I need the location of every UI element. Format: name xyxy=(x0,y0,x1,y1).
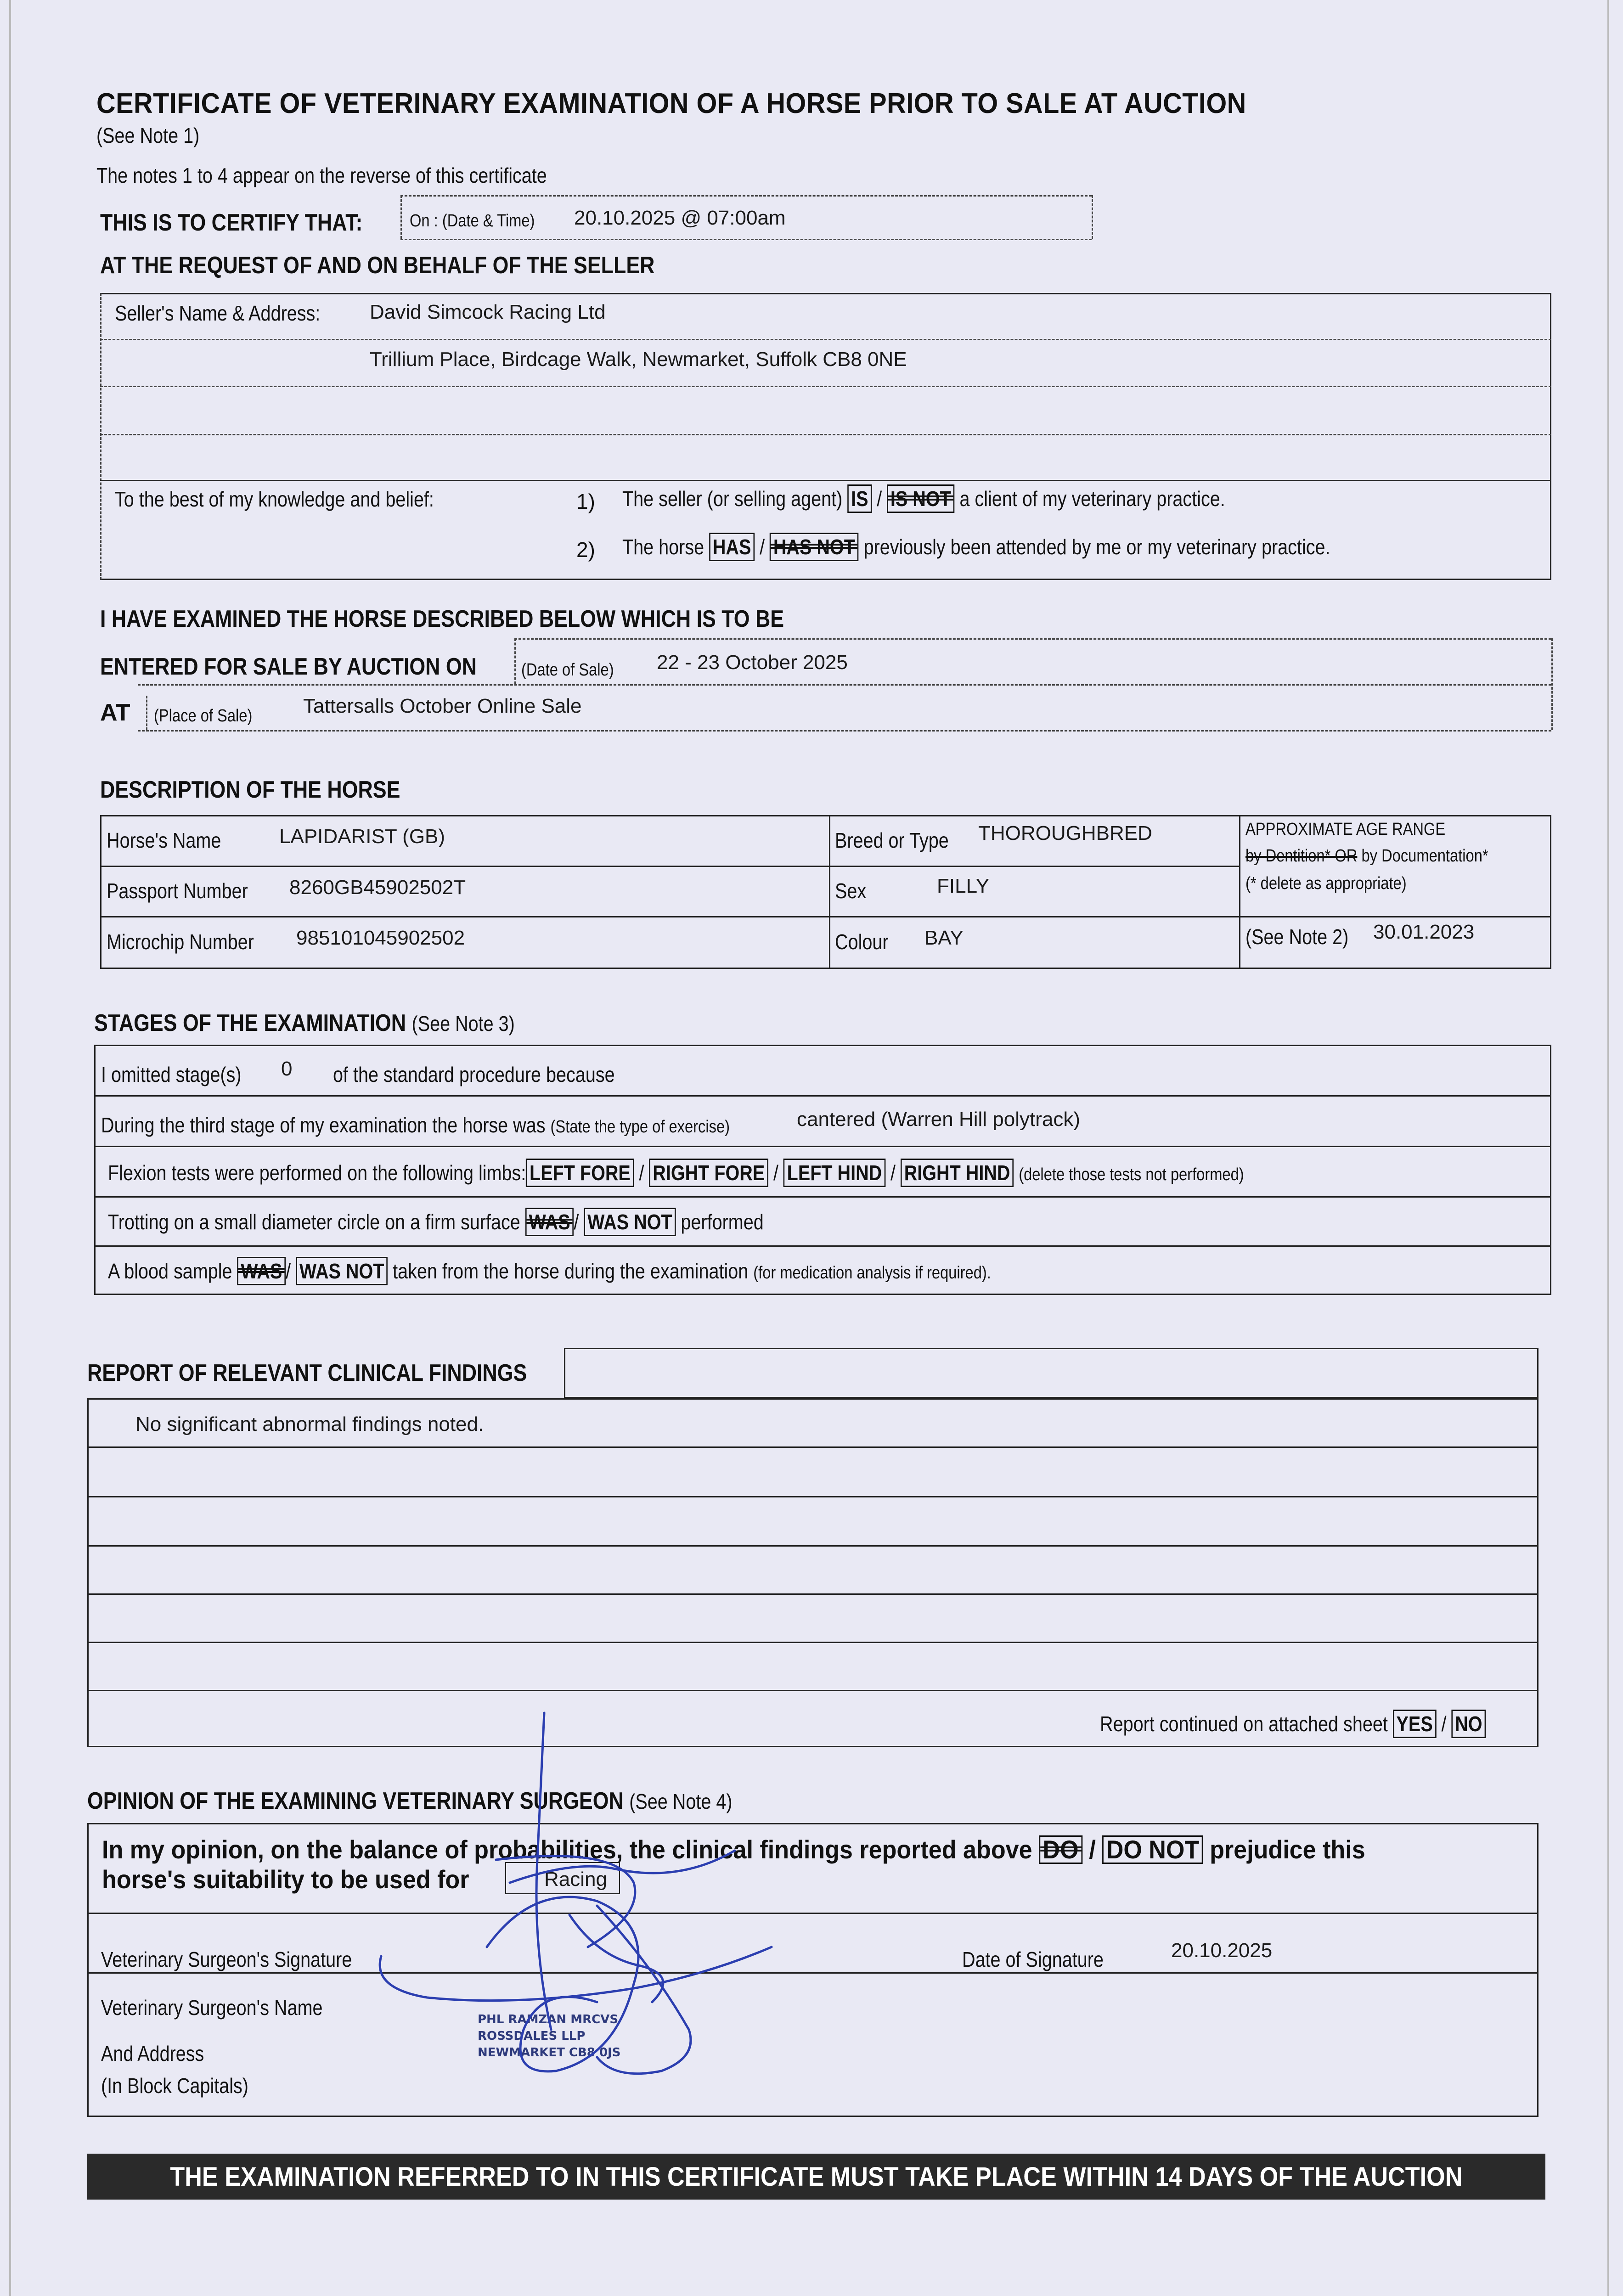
colour-value: BAY xyxy=(924,927,964,949)
notes-line: The notes 1 to 4 appear on the reverse of this certificate xyxy=(96,163,547,187)
age-label: APPROXIMATE AGE RANGE xyxy=(1245,820,1446,839)
third-stage-value: cantered (Warren Hill polytrack) xyxy=(797,1108,1080,1131)
entered-label: ENTERED FOR SALE BY AUCTION ON xyxy=(100,653,477,680)
vet-address-label: And Address xyxy=(101,2042,204,2065)
passport-label: Passport Number xyxy=(107,879,248,903)
on-box-bottom xyxy=(400,239,1092,240)
horse-name-label: Horse's Name xyxy=(107,828,221,852)
opinion-do-not[interactable]: DO NOT xyxy=(1102,1835,1203,1864)
sale-date-value: 22 - 23 October 2025 xyxy=(657,651,848,674)
item1-num: 1) xyxy=(576,490,595,513)
continued-no[interactable]: NO xyxy=(1451,1710,1486,1738)
omitted-line: I omitted stage(s) xyxy=(101,1063,242,1086)
sale-date-bottom xyxy=(138,684,1551,686)
sig-label: Veterinary Surgeon's Signature xyxy=(101,1947,352,1971)
breed-value: THOROUGHBRED xyxy=(978,822,1152,844)
colour-label: Colour xyxy=(835,930,889,954)
horse-name-value: LAPIDARIST (GB) xyxy=(279,825,445,848)
date-sig-value: 20.10.2025 xyxy=(1171,1939,1273,1962)
vet-stamp: PHL RAMZAN MRCVS ROSSDALES LLP NEWMARKET CB8 0JS xyxy=(478,2013,621,2060)
seller-box-left xyxy=(100,293,101,580)
on-box-left xyxy=(400,195,402,239)
stages-heading: STAGES OF THE EXAMINATION (See Note 3) xyxy=(94,1010,515,1036)
sale-place-label: (Place of Sale) xyxy=(154,706,253,726)
option-is-not[interactable]: IS NOT xyxy=(887,484,954,513)
sale-place-value: Tattersalls October Online Sale xyxy=(303,695,582,717)
on-label: On : (Date & Time) xyxy=(410,211,535,231)
page-left-edge xyxy=(9,0,11,2296)
limb-left-hind[interactable]: LEFT HIND xyxy=(783,1159,885,1187)
seller-row-line-3 xyxy=(100,434,1551,435)
report-continued: Report continued on attached sheet YES / NO xyxy=(1100,1710,1549,1738)
age-value: 30.01.2023 xyxy=(1373,921,1475,943)
date-sig-label: Date of Signature xyxy=(962,1947,1104,1971)
blood-was-not[interactable]: WAS NOT xyxy=(296,1257,388,1285)
age-delete-note: (* delete as appropriate) xyxy=(1245,874,1407,893)
stage-row-1 xyxy=(94,1095,1551,1097)
description-heading: DESCRIPTION OF THE HORSE xyxy=(100,777,400,803)
report-finding: No significant abnormal findings noted. xyxy=(135,1413,484,1435)
request-label: AT THE REQUEST OF AND ON BEHALF OF THE SELLER xyxy=(100,252,655,279)
stage-row-4 xyxy=(94,1245,1551,1247)
third-stage-line: During the third stage of my examination the horse was (State the type of exercise) xyxy=(101,1113,730,1137)
sale-right xyxy=(1551,638,1553,730)
sale-date-top xyxy=(514,638,1551,640)
age-dentition-struck[interactable]: by Dentition* OR xyxy=(1245,846,1358,866)
sale-date-label: (Date of Sale) xyxy=(521,660,614,680)
opinion-do[interactable]: DO xyxy=(1039,1835,1082,1864)
vet-name-label: Veterinary Surgeon's Name xyxy=(101,1996,323,2020)
trot-line: Trotting on a small diameter circle on a firm surface WAS / WAS NOT performed xyxy=(108,1208,870,1236)
microchip-label: Microchip Number xyxy=(107,930,254,954)
purpose-value: Racing xyxy=(544,1868,607,1891)
certificate-title: CERTIFICATE OF VETERINARY EXAMINATION OF A HORSE PRIOR TO SALE AT AUCTION xyxy=(96,88,1246,119)
option-has[interactable]: HAS xyxy=(709,533,755,561)
trot-was[interactable]: WAS xyxy=(525,1208,574,1236)
on-box-right xyxy=(1092,195,1093,239)
item1-line: The seller (or selling agent) IS / IS NOT a client of my veterinary practice. xyxy=(622,484,1323,513)
blood-was[interactable]: WAS xyxy=(237,1257,286,1285)
footer-banner: THE EXAMINATION REFERRED TO IN THIS CERTIFICATE MUST TAKE PLACE WITHIN 14 DAYS OF THE AUCTION xyxy=(87,2154,1545,2200)
blood-line: A blood sample WAS / WAS NOT taken from the horse during the examination (for medication analysis if required). xyxy=(108,1257,1135,1285)
stage-row-2 xyxy=(94,1146,1551,1147)
stage-row-3 xyxy=(94,1196,1551,1198)
opinion-text-2: horse's suitability to be used for xyxy=(102,1865,469,1894)
sale-date-left xyxy=(514,638,516,684)
trot-was-not[interactable]: WAS NOT xyxy=(584,1208,676,1236)
breed-label: Breed or Type xyxy=(835,828,949,852)
sale-place-bottom xyxy=(138,730,1551,732)
opinion-heading: OPINION OF THE EXAMINING VETERINARY SURGEON (See Note 4) xyxy=(87,1788,733,1814)
limb-left-fore[interactable]: LEFT FORE xyxy=(526,1159,634,1187)
vet-caps-label: (In Block Capitals) xyxy=(101,2074,248,2098)
seller-row-line-1 xyxy=(100,339,1551,340)
on-box-top xyxy=(400,195,1092,197)
knowledge-label: To the best of my knowledge and belief: xyxy=(115,487,434,511)
seller-name-value: David Simcock Racing Ltd xyxy=(370,301,606,323)
desc-col-1 xyxy=(829,815,830,969)
desc-col-2 xyxy=(1239,815,1240,969)
report-line-6 xyxy=(87,1690,1538,1691)
examined-label: I HAVE EXAMINED THE HORSE DESCRIBED BELOW WHICH IS TO BE xyxy=(100,606,784,632)
signature-scribble xyxy=(358,1708,817,2122)
report-heading: REPORT OF RELEVANT CLINICAL FINDINGS xyxy=(87,1360,527,1386)
seller-name-label: Seller's Name & Address: xyxy=(115,301,321,325)
desc-row-2 xyxy=(100,916,1551,917)
seller-address-value: Trillium Place, Birdcage Walk, Newmarket, Suffolk CB8 0NE xyxy=(370,348,907,371)
opinion-text-1: In my opinion, on the balance of probabilities, the clinical findings reported above DO / DO NOT prejudice this xyxy=(102,1835,1365,1864)
omitted-line-b: of the standard procedure because xyxy=(333,1063,615,1086)
desc-row-1 xyxy=(100,866,1239,867)
option-is[interactable]: IS xyxy=(847,484,872,513)
report-line-3 xyxy=(87,1545,1538,1547)
at-label: AT xyxy=(100,699,130,726)
omitted-value: 0 xyxy=(281,1058,293,1080)
option-has-not[interactable]: HAS NOT xyxy=(770,533,859,561)
item2-line: The horse HAS / HAS NOT previously been attended by me or my veterinary practice. xyxy=(622,533,1445,561)
see-note-1: (See Note 1) xyxy=(96,124,200,147)
report-heading-box xyxy=(564,1348,1538,1398)
seller-row-line-2 xyxy=(100,386,1551,387)
passport-value: 8260GB45902502T xyxy=(289,876,466,899)
microchip-value: 985101045902502 xyxy=(296,927,465,949)
sale-place-left xyxy=(146,696,147,730)
report-line-4 xyxy=(87,1593,1538,1595)
continued-yes[interactable]: YES xyxy=(1393,1710,1437,1738)
sex-value: FILLY xyxy=(937,875,990,897)
flexion-line: Flexion tests were performed on the following limbs: LEFT FORE / RIGHT FORE / LEFT HIND / RIGHT HIND (delete those tests not performed) xyxy=(108,1159,1429,1187)
report-table xyxy=(87,1398,1538,1747)
limb-right-fore[interactable]: RIGHT FORE xyxy=(649,1159,768,1187)
limb-right-hind[interactable]: RIGHT HIND xyxy=(901,1159,1014,1187)
sex-label: Sex xyxy=(835,879,867,903)
report-line-5 xyxy=(87,1642,1538,1643)
report-line-1 xyxy=(87,1446,1538,1448)
on-value: 20.10.2025 @ 07:00am xyxy=(574,207,786,229)
age-see-note: (See Note 2) xyxy=(1245,925,1349,949)
seller-knowledge-top xyxy=(100,480,1551,481)
age-line-b: by Dentition* OR by Documentation* xyxy=(1245,846,1488,866)
certify-label: THIS IS TO CERTIFY THAT: xyxy=(100,209,363,236)
page-right-edge xyxy=(1607,0,1609,2296)
item2-num: 2) xyxy=(576,538,595,562)
report-line-2 xyxy=(87,1496,1538,1497)
